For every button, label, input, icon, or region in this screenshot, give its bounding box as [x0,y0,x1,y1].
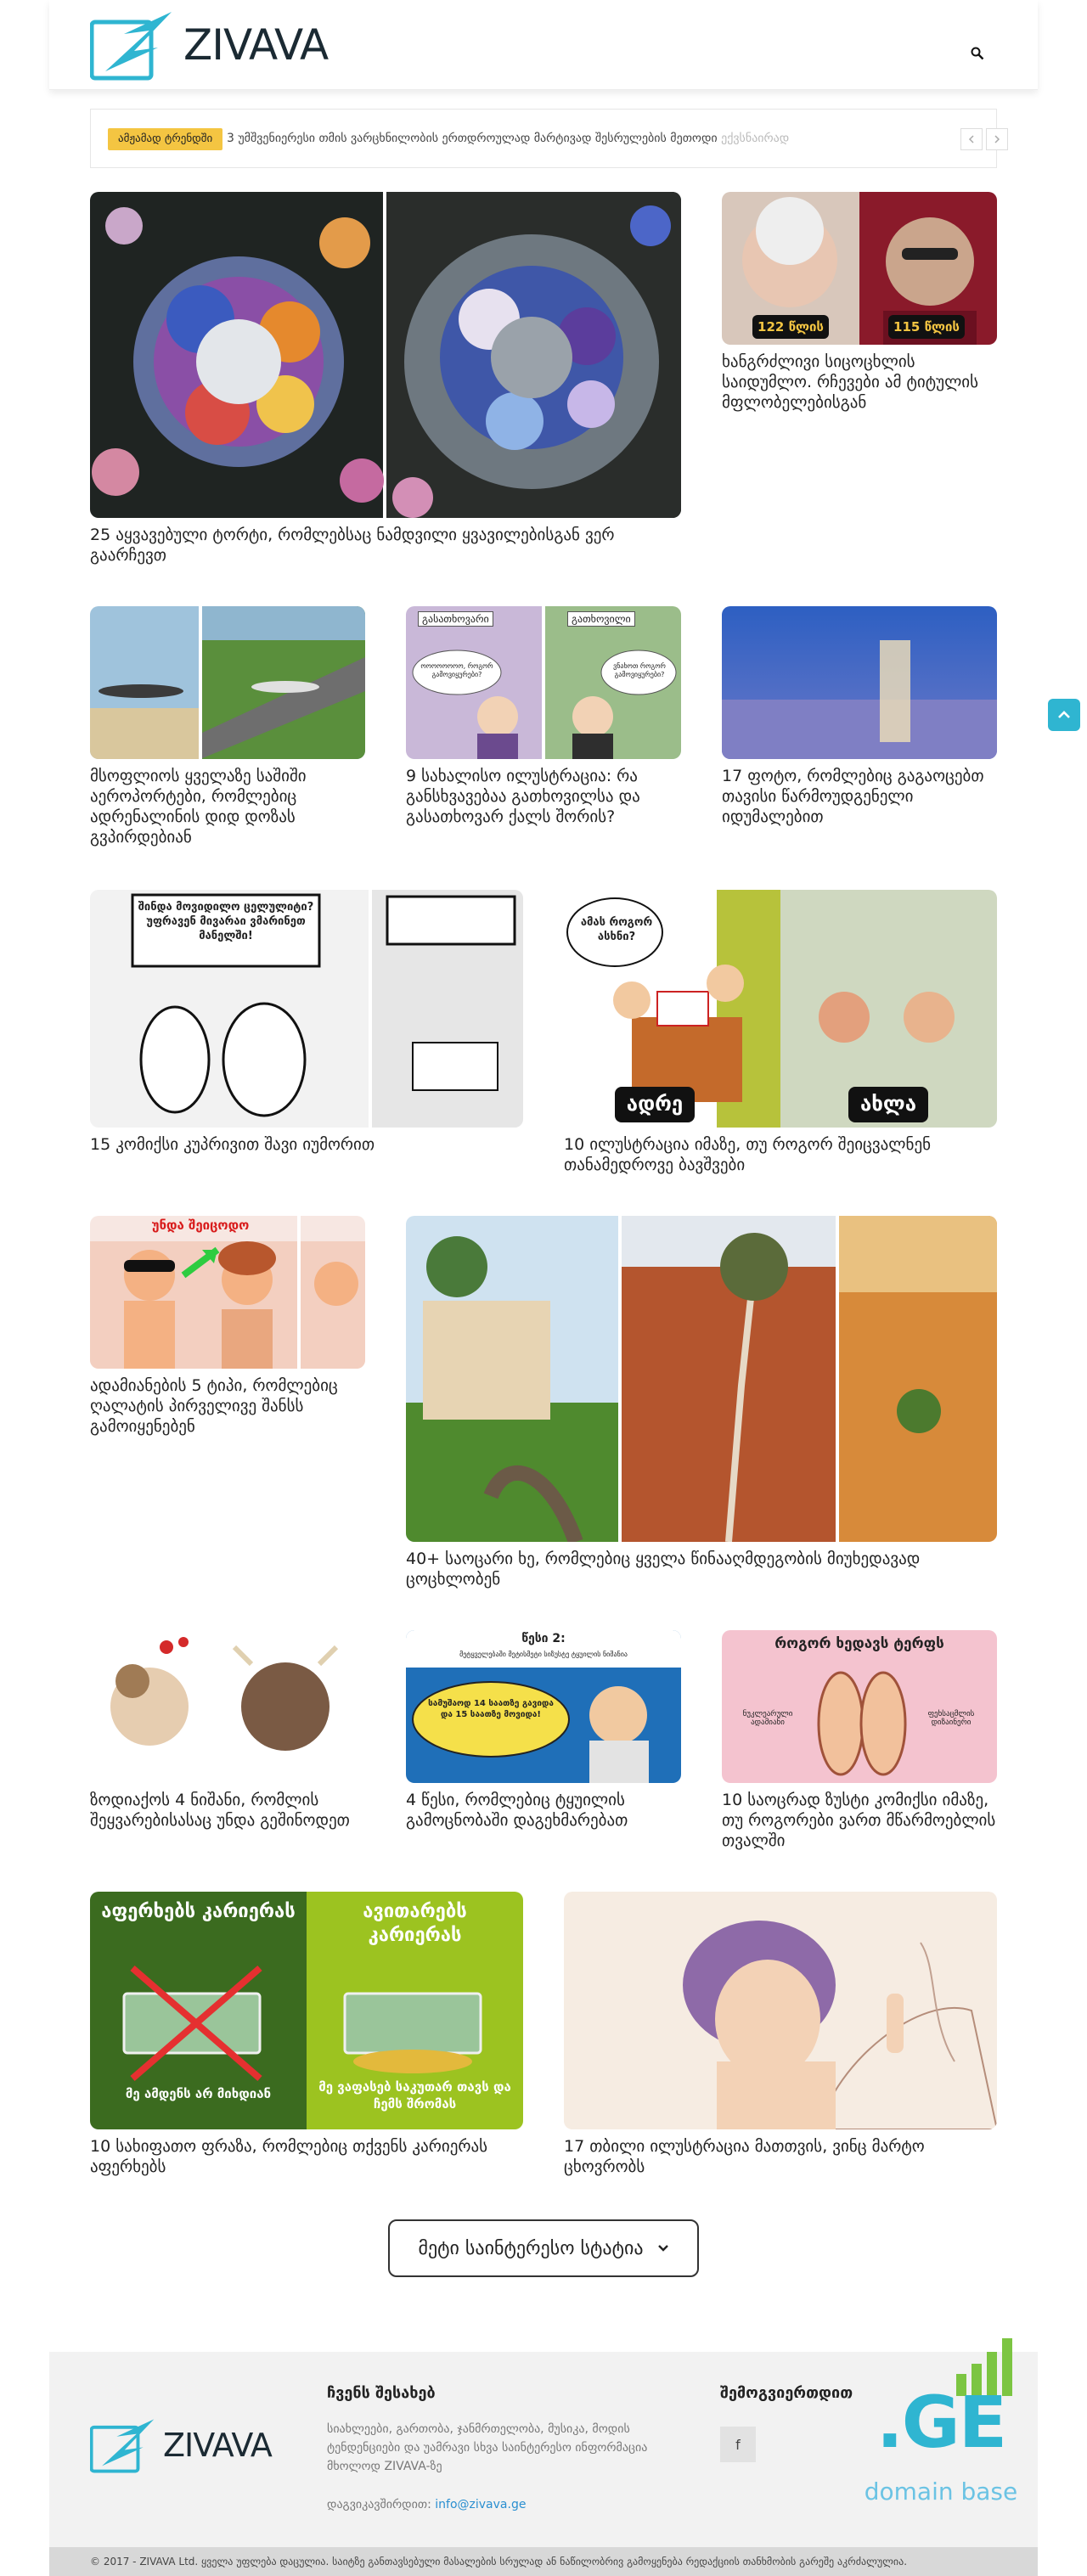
ge-domain-badge[interactable] [844,2330,1038,2523]
ge-badge-subtitle: domain base [864,2478,1018,2506]
panel-label-right: გათხოვილი [567,611,635,627]
article-thumbnail[interactable] [722,192,997,345]
article-card[interactable] [406,1630,681,1859]
career-right-title: ავითარებს კარიერას [363,1901,467,1946]
article-thumbnail[interactable] [90,606,365,759]
career-right-caption: მე ვაფასებ საკუთარ თავს და ჩემს შრომას [318,2079,511,2112]
article-card[interactable] [90,1892,523,2180]
article-card[interactable] [406,606,681,835]
article-thumbnail[interactable] [722,1630,997,1783]
load-more-label: მეტი საინტერესო სტატია [418,2237,644,2259]
panel-label-left: გასათხოვარი [418,611,493,627]
article-thumbnail[interactable] [406,1630,681,1783]
article-title[interactable]: ზოდიაქოს 4 ნიშანი, რომლის შეყვარებისასაც უნდა გეშინოდეთ [90,1791,350,1830]
article-card[interactable] [722,192,997,413]
contact-email-link[interactable]: info@zivava.ge [435,2498,527,2511]
facebook-icon: f [735,2436,741,2453]
search-icon [971,47,984,60]
comic-subheader: მეტყველებაში მეტისმეტი სიზუსტე ტყუილის ნიშანია [459,1651,628,1658]
article-title[interactable]: 4 წესი, რომლებიც ტყუილის გამოცნობაში დაგეხმარებათ [406,1791,628,1830]
comic-sign: შინდა მოვიდილო ცელულიტი? უფრავენ მივარაი ვმარინეთ მანელში! [138,901,314,942]
trending-headline[interactable]: 3 უმშვენიერესი თმის ვარცხნილობის ერთდროულად მარტივად შესრულების მეთოდი ექვსნაირად [227,132,790,145]
load-more-button[interactable] [388,2219,699,2277]
comic-women-image [406,606,681,759]
facebook-button[interactable] [720,2427,756,2462]
article-card[interactable] [90,606,365,852]
article-card[interactable] [90,890,523,1178]
search-button[interactable] [966,42,988,65]
label-before: ადრე [626,1092,684,1116]
living-alone-illustration [564,1892,997,2129]
cheating-types-image [90,1216,365,1369]
comic-note-left: ნუკლეარული ადამიანი [742,1710,793,1727]
footer-follow-heading: შემოგვიერთდით [720,2384,853,2402]
article-thumbnail[interactable] [564,890,997,1128]
article-card[interactable] [564,890,997,1178]
ge-badge-text: .GE [876,2381,1006,2464]
footer-logo[interactable] [90,2416,272,2474]
article-card[interactable] [90,1630,365,1859]
career-left-caption: მე ამდენს არ მიხდიან [125,2086,272,2101]
zodiac-image [90,1630,365,1783]
article-card[interactable] [406,1216,997,1589]
logo-z-icon [90,2416,158,2474]
article-thumbnail[interactable] [90,1216,365,1369]
footer-about-heading: ჩვენს შესახებ [327,2384,436,2402]
amazing-trees-image [406,1216,997,1542]
article-title[interactable]: 25 აყვავებული ტორტი, რომლებსაც ნამდვილი ყვავილებისგან ვერ გაარჩევთ [90,526,615,565]
flower-cakes-image [90,192,681,518]
airport-image [90,606,365,759]
article-card[interactable] [564,1892,997,2180]
article-title[interactable]: ხანგრძლივი სიცოცხლის საიდუმლო. რჩევები ამ ტიტულის მფლობელებისგან [722,352,979,412]
article-title[interactable]: 40+ საოცარი ხე, რომლებიც ყველა წინააღმდეგობის მიუხედავად ცოცხლობენ [406,1550,921,1589]
article-title[interactable]: ადამიანების 5 ტიპი, რომლებიც ღალატის პირველივე შანსს გამოიყენებენ [90,1376,338,1436]
mysterious-photo-image [722,606,997,759]
footer-contact: დაგვიკავშირდით: info@zivava.ge [327,2498,527,2511]
career-left-title: აფერხებს კარიერას [101,1901,296,1922]
footer-logo-wordmark: ZIVAVA [163,2427,272,2464]
article-thumbnail[interactable] [90,1630,365,1783]
article-thumbnail[interactable] [90,890,523,1128]
article-title[interactable]: 9 სახალისო ილუსტრაცია: რა განსხვავებაა გათხოვილსა და გასათხოვარ ქალს შორის? [406,767,640,826]
comic-note-right: ფეხსაცმლის დიზაინერი [927,1710,975,1727]
article-title[interactable]: 10 საოცრად ზუსტი კომიქსი იმაზე, თუ როგორები ვართ მწარმოებლის თვალში [722,1791,996,1850]
article-card[interactable] [722,606,997,835]
comic-bubble: ამას როგორ ასხნი? [580,916,653,943]
article-thumbnail[interactable] [90,1892,523,2129]
trending-ticker [90,109,997,168]
chevron-up-icon [1057,710,1071,720]
article-thumbnail[interactable] [564,1892,997,2129]
site-footer [49,2352,1038,2547]
site-logo[interactable] [90,7,328,83]
age-label-right: 115 წლის [893,319,960,335]
article-title[interactable]: 17 ფოტო, რომლებიც გაგაოცებთ თავისი წარმოუდგენელი იდუმალებით [722,767,984,826]
article-title[interactable]: 10 სახიფათო ფრაზა, რომლებიც თქვენს კარიერას აფერხებს [90,2137,488,2176]
article-card[interactable] [722,1630,997,1859]
logo-wordmark: ZIVAVA [183,20,329,70]
footer-about-text: სიახლეები, გართობა, ჯანმრთელობა, მუსიკა, მოდის ტენდენციები და უამრავი სხვა საინტერესო ინფორმაცია მხოლოდ ZIVAVA-ზე [327,2422,648,2473]
feet-comic-image [722,1630,997,1783]
speech-bubble-right: ვნახოთ როგორ გამოვიყურები? [613,662,666,678]
logo-z-icon [90,8,177,82]
comic-header: როგორ ხედავს ტერფს [774,1635,944,1652]
ticker-prev-button[interactable] [960,128,983,150]
article-title[interactable]: 17 თბილი ილუსტრაცია მათთვის, ვინც მარტო ცხოვრობს [564,2137,925,2176]
comic-bubble: სამუშაოდ 14 საათზე გავიდა და 15 საათზე მოვიდა! [428,1699,554,1719]
article-title[interactable]: 15 კომიქსი კუპრივით შავი იუმორით [90,1135,375,1154]
article-thumbnail[interactable] [406,1216,997,1542]
comic-banner: უნდა შეიცოდო [151,1218,250,1233]
article-thumbnail[interactable] [406,606,681,759]
chevron-down-icon [657,2244,669,2253]
article-card[interactable] [90,192,681,565]
article-card[interactable] [90,1216,365,1445]
age-label-left: 122 წლის [758,319,824,335]
article-thumbnail[interactable] [90,192,681,518]
copyright-bar: © 2017 - ZIVAVA Ltd. ყველა უფლება დაცულია. საიტზე განთავსებული მასალების სრულად ან ნაწილობრივ გამოყენება რედაქციის თანხმობის გარეშე აკრძალულია. [49,2547,1038,2576]
chevron-left-icon [968,135,975,143]
scroll-to-top-button[interactable] [1048,699,1080,731]
article-title[interactable]: 10 ილუსტრაცია იმაზე, თუ როგორ შეიცვალნენ თანამედროვე ბავშვები [564,1135,932,1174]
ticker-next-button[interactable] [986,128,1008,150]
article-title[interactable]: მსოფლიოს ყველაზე საშიში აეროპორტები, რომლებიც ადრენალინის დიდ დოზას გვპირდებიან [90,767,307,846]
speech-bubble-left: ოოოოოოოო, როგორ გამოვიყურები? [420,662,493,678]
label-after: ახლა [860,1092,916,1116]
trending-badge: ამჟამად ტრენდში [108,128,222,150]
chevron-right-icon [994,135,1000,143]
comic-header: წესი 2: [521,1632,566,1645]
article-thumbnail[interactable] [722,606,997,759]
